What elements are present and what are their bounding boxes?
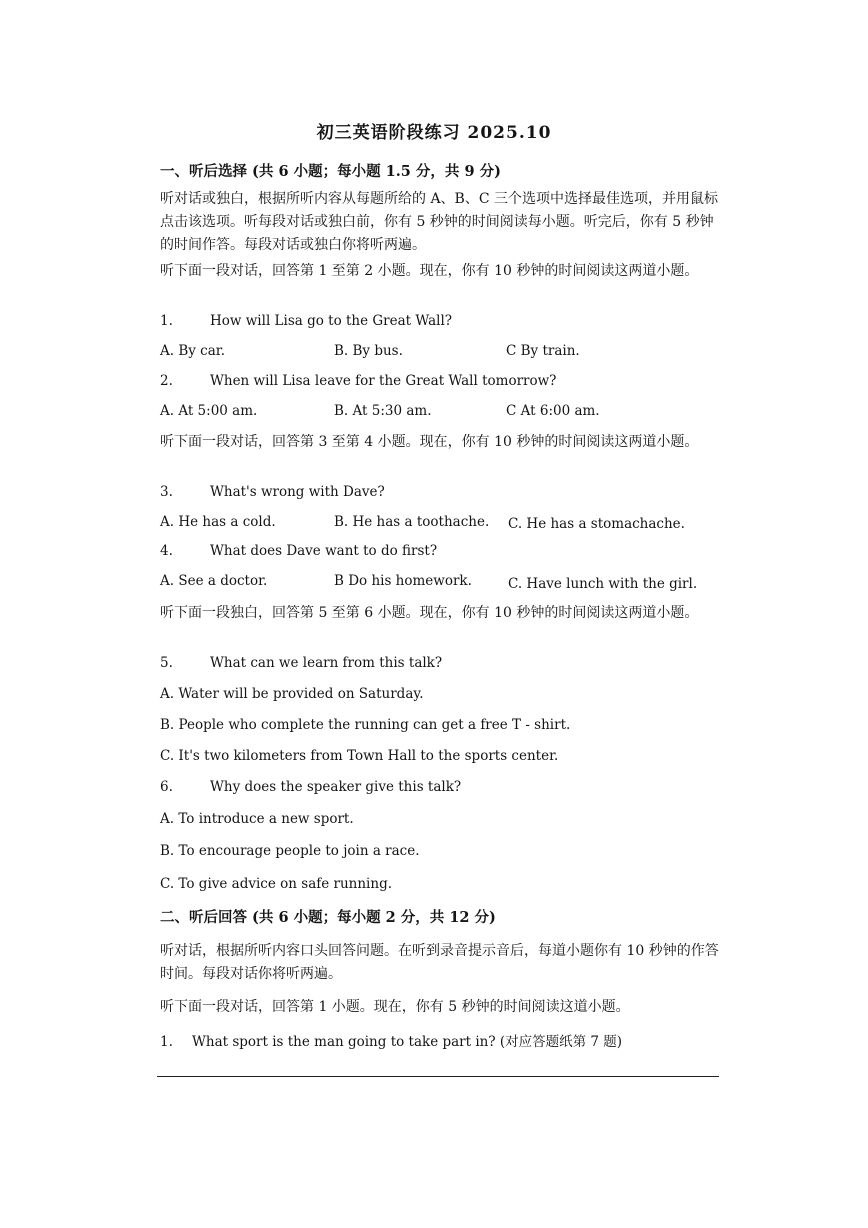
q2-option-c[interactable]: C At 6:00 am. [506, 403, 600, 419]
q1-option-b[interactable]: B. By bus. [334, 343, 403, 359]
q2-option-b[interactable]: B. At 5:30 am. [334, 403, 432, 419]
section1-heading: 一、听后选择 (共 6 小题；每小题 1.5 分，共 9 分) [160, 163, 501, 180]
q1-option-c[interactable]: C By train. [506, 343, 580, 359]
q6-option-a[interactable]: A. To introduce a new sport. [160, 811, 354, 827]
section2-heading: 二、听后回答 (共 6 小题；每小题 2 分，共 12 分) [160, 909, 496, 926]
question-6: 6. Why does the speaker give this talk? [160, 779, 462, 795]
lead-section2-1: 听下面一段对话，回答第 1 小题。现在，你有 5 秒钟的时间阅读这道小题。 [160, 999, 630, 1015]
page-title: 初三英语阶段练习 2025.10 [316, 123, 552, 143]
q5-option-b[interactable]: B. People who complete the running can get a free T - shirt. [160, 717, 571, 733]
q6-option-c[interactable]: C. To give advice on safe running. [160, 876, 392, 892]
q1-option-a[interactable]: A. By car. [160, 343, 226, 359]
q4-option-a[interactable]: A. See a doctor. [160, 573, 268, 589]
answer-line[interactable] [157, 1076, 719, 1077]
q2-option-a[interactable]: A. At 5:00 am. [160, 403, 258, 419]
section1-instructions: 听对话或独白，根据所听内容从每题所给的 A、B、C 三个选项中选择最佳选项，并用鼠标点击该选项。听每段对话或独白前，你有 5 秒钟的时间阅读每小题。听完后，你有 5 秒钟的时间作答。每段对话或独白你将听两遍。 [160, 191, 719, 253]
q4-option-b[interactable]: B Do his homework. [334, 573, 472, 589]
lead-3-4: 听下面一段对话，回答第 3 至第 4 小题。现在，你有 10 秒钟的时间阅读这两道小题。 [160, 434, 699, 450]
section2-question-1: 1. What sport is the man going to take part in? (对应答题纸第 7 题) [160, 1034, 623, 1050]
question-2: 2. When will Lisa leave for the Great Wall tomorrow? [160, 373, 557, 389]
q5-option-a[interactable]: A. Water will be provided on Saturday. [160, 686, 424, 702]
lead-1-2: 听下面一段对话，回答第 1 至第 2 小题。现在，你有 10 秒钟的时间阅读这两道小题。 [160, 263, 699, 279]
section2-instructions: 听对话，根据所听内容口头回答问题。在听到录音提示音后，每道小题你有 10 秒钟的作答时间。每段对话你将听两遍。 [160, 943, 719, 982]
q3-option-a[interactable]: A. He has a cold. [160, 514, 276, 530]
q3-option-b[interactable]: B. He has a toothache. [334, 514, 490, 530]
question-1: 1. How will Lisa go to the Great Wall? [160, 313, 453, 329]
q4-option-c[interactable]: C. Have lunch with the girl. [508, 576, 698, 592]
question-5: 5. What can we learn from this talk? [160, 655, 443, 671]
question-3: 3. What's wrong with Dave? [160, 484, 385, 500]
q5-option-c[interactable]: C. It's two kilometers from Town Hall to the sports center. [160, 748, 559, 764]
lead-5-6: 听下面一段独白，回答第 5 至第 6 小题。现在，你有 10 秒钟的时间阅读这两道小题。 [160, 605, 699, 621]
question-4: 4. What does Dave want to do first? [160, 543, 438, 559]
q6-option-b[interactable]: B. To encourage people to join a race. [160, 843, 420, 859]
q3-option-c[interactable]: C. He has a stomachache. [508, 516, 685, 532]
